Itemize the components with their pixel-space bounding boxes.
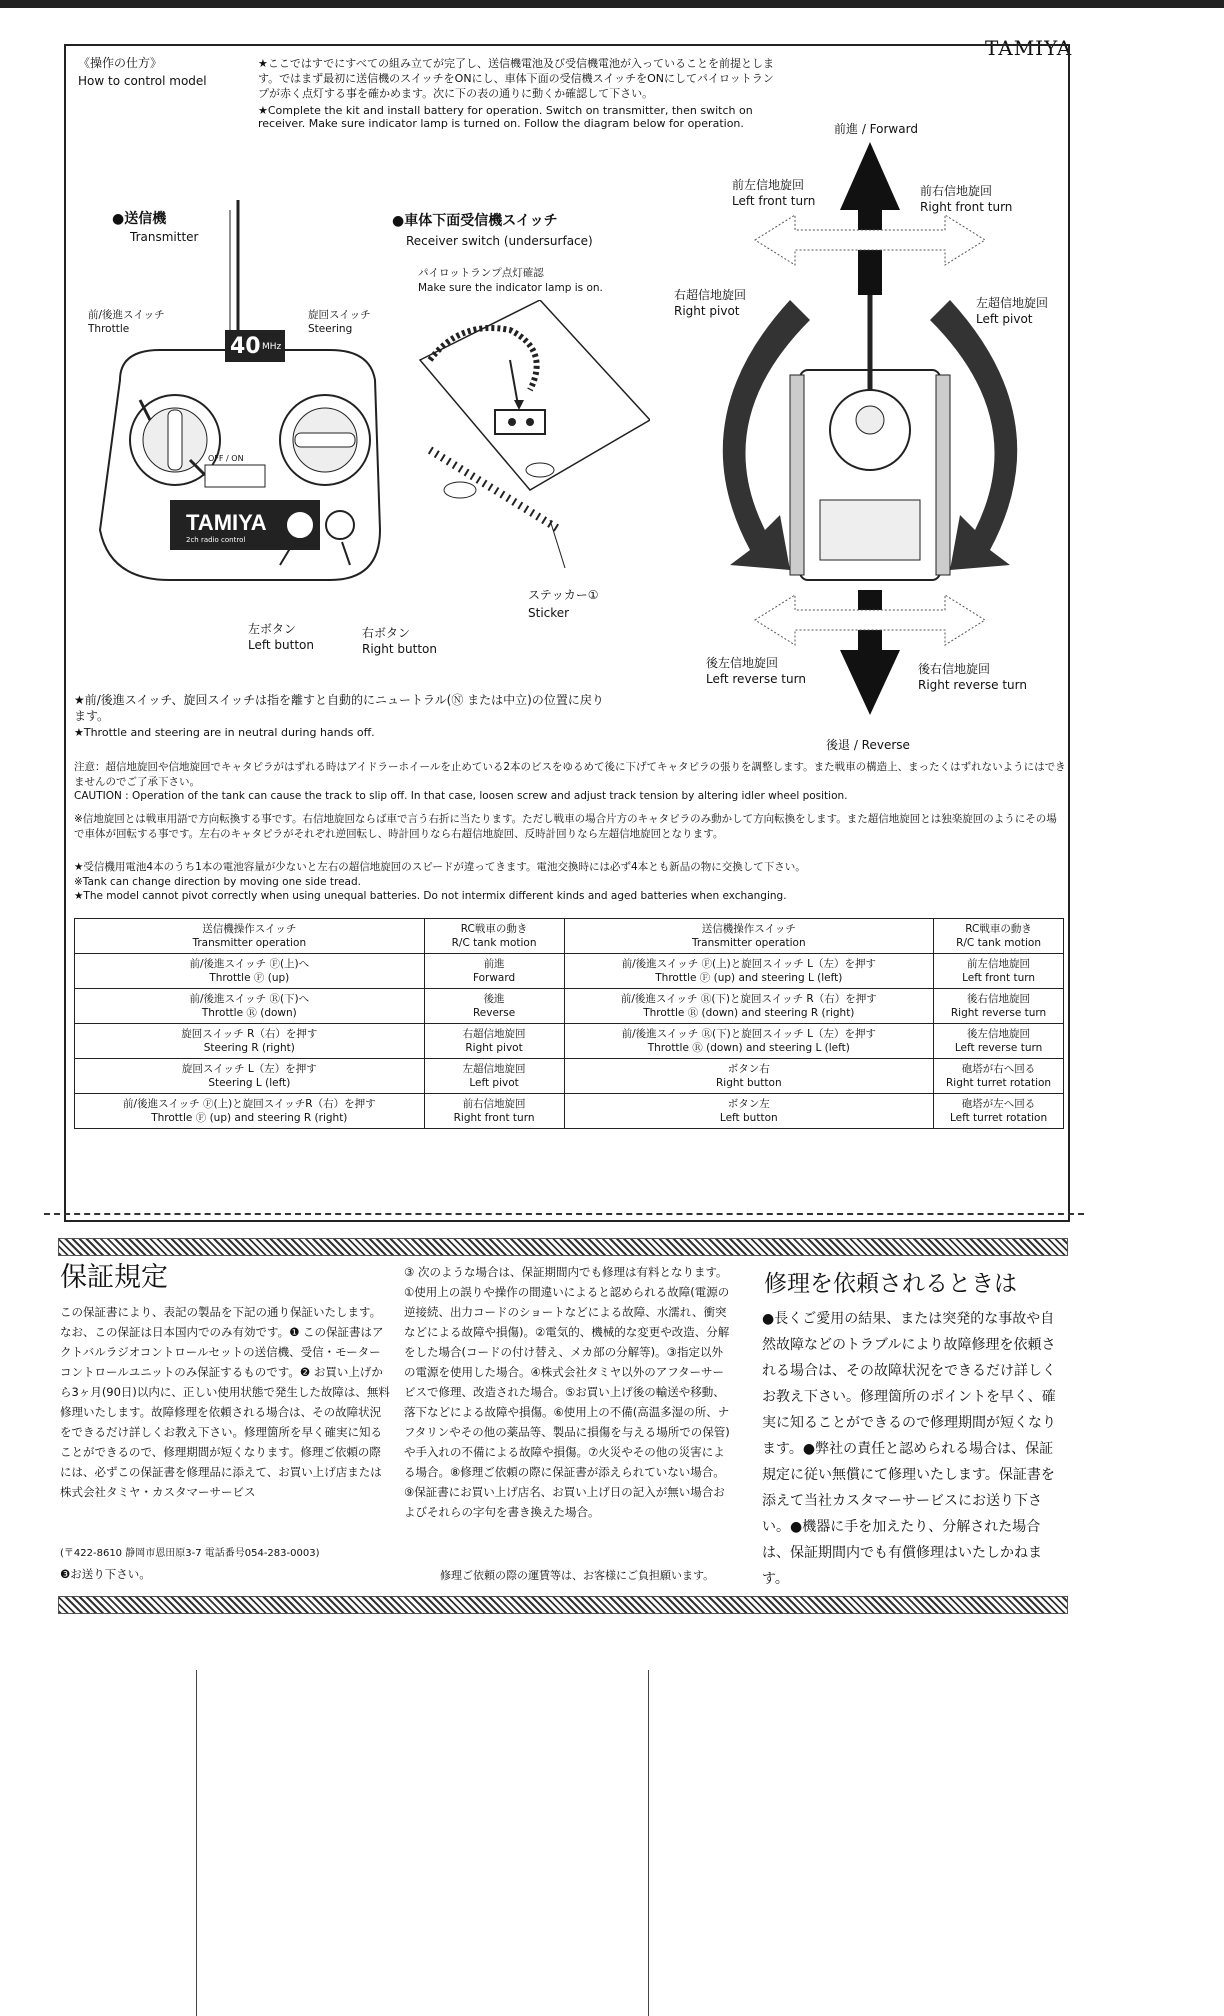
table-row	[75, 954, 1064, 989]
left-pivot-en: Left pivot	[976, 312, 1033, 326]
table-cell-text: Throttle Ⓕ (up) and steering L (left)	[655, 972, 843, 984]
warranty-text-col2: ③ 次のような場合は、保証期間内でも修理は有料となります。①使用上の誤りや操作の間違いによると認められる故障(電源の逆接続、出力コードのショートなどによる故障、水濡れ、衝突などによる故障や損傷)。②電気的、機械的な変更や改造、分解をした場合(コードの付け替え、メカ部の分解等)。③指定以外の電源を使用した場合。④株式会社タミヤ以外のアフターサービスで修理、改造された場合。⑤お買い上げ後の輸送や移動、落下などによる故障や損傷。⑥使用上の不備(高温多湿の所、ナフタリンやその他の薬品等、製品に損傷を与える場所での保管)や手入れの不備による故障や損傷。⑦火災やその他の災害による場合。⑧修理ご依頼の際に保証書が添えられていない場合。⑨保証書にお買い上げ店名、お買い上げ日の記入が無い場合およびそれらの字句を書き換えた場合。	[404, 1265, 730, 1519]
left-reverse-turn-en: Left reverse turn	[706, 672, 806, 686]
table-cell-text: Left button	[719, 1112, 778, 1124]
table-cell-text: Throttle Ⓕ (up) and steering R (right)	[151, 1112, 348, 1124]
table-row	[75, 1094, 1064, 1129]
intro-text-en: ★Complete the kit and install battery for operation. Switch on transmitter, then switch on receiver. Make sure indicator lamp is turned on. Follow the diagram below for operation.	[258, 104, 753, 130]
table-cell-text: ボタン右	[727, 1063, 770, 1075]
table-cell	[934, 1059, 1064, 1094]
fold-line-left	[196, 1670, 197, 2016]
page-top-border	[0, 0, 1224, 8]
table-cell-text: Left pivot	[469, 1077, 519, 1089]
battery-note-en: ★The model cannot pivot correctly when using unequal batteries. Do not intermix different kinds and aged batteries when exchanging.	[74, 890, 787, 902]
table-cell-text: 前/後進スイッチ Ⓕ(上)と旋回スイッチR（右）を押す	[123, 1098, 376, 1110]
reverse-arrow	[840, 590, 900, 715]
receiver-label-en: Receiver switch (undersurface)	[406, 234, 593, 248]
pivot-note-jp: ※信地旋回とは戦車用語で方向転換する事です。右信地旋回ならば車で言う右折に当たります。ただし戦車の場合片方のキャタピラのみ動かして方向転換をします。また超信地旋回とは独楽旋回のようにその場で車体が回転する事です。左右のキャタピラがそれぞれ逆回転し、時計回りなら右超信地旋回、反時計回りなら左超信地旋回となります。	[74, 813, 1057, 840]
transmitter-label-en: Transmitter	[130, 230, 199, 244]
neutral-note-en: ★Throttle and steering are in neutral during hands off.	[74, 726, 375, 739]
right-pivot-en: Right pivot	[674, 304, 740, 318]
table-row	[75, 1024, 1064, 1059]
table-cell	[75, 1059, 425, 1094]
table-cell-text: 右超信地旋回	[462, 1028, 526, 1040]
table-cell	[564, 989, 934, 1024]
warranty-top-pattern	[58, 1238, 1068, 1256]
table-cell-text: Left front turn	[962, 972, 1036, 984]
steering-label-jp: 旋回スイッチ	[308, 309, 371, 321]
table-cell	[564, 919, 934, 954]
table-cell-text: 後右信地旋回	[967, 993, 1031, 1005]
header-op-en: Transmitter operation	[691, 937, 806, 949]
header-motion-en: R/C tank motion	[451, 937, 537, 949]
caution-note-jp: 注意：超信地旋回や信地旋回でキャタピラがはずれる時はアイドラーホイールを止めている2本のビスをゆるめて後に下げてキャタピラの張りを調整します。また戦車の構造上、まったくはずれないようにはできませんのでご了承下さい。	[74, 761, 1066, 788]
table-cell	[424, 919, 564, 954]
table-cell-text: Left turret rotation	[949, 1112, 1048, 1124]
table-cell	[564, 1024, 934, 1059]
warranty-text-col1-end: ❸お送り下さい。	[60, 1567, 151, 1581]
tank-motion-diagram	[660, 120, 1080, 730]
warranty-bottom-pattern	[58, 1596, 1068, 1614]
left-pivot-jp: 左超信地旋回	[976, 296, 1049, 310]
freq-text: 40	[230, 334, 261, 359]
throttle-label-en: Throttle	[88, 323, 130, 335]
table-cell-text: Right reverse turn	[950, 1007, 1047, 1019]
table-cell	[934, 1094, 1064, 1129]
table-cell-text: 前/後進スイッチ Ⓕ(上)と旋回スイッチ L（左）を押す	[621, 958, 876, 970]
table-cell	[75, 1094, 425, 1129]
header-motion-en: R/C tank motion	[956, 937, 1041, 949]
table-cell-text: 後左信地旋回	[967, 1028, 1031, 1040]
section-title-jp: 《操作の仕方》	[78, 56, 163, 70]
table-cell-text: 前右信地旋回	[462, 1098, 526, 1110]
throttle-label-jp: 前/後進スイッチ	[88, 309, 165, 321]
table-cell-text: Right pivot	[465, 1042, 523, 1054]
transmitter-logo: TAMIYA	[186, 510, 267, 535]
table-cell	[564, 954, 934, 989]
repair-title: 修理を依頼されるときは	[764, 1271, 1017, 1297]
transmitter-logo-sub: 2ch radio control	[186, 536, 246, 544]
left-front-turn-en: Left front turn	[732, 194, 816, 208]
left-reverse-turn-jp: 後左信地旋回	[706, 656, 779, 670]
lamp-note-en: Make sure the indicator lamp is on.	[418, 282, 603, 294]
table-cell	[934, 919, 1064, 954]
table-cell-text: Forward	[472, 972, 516, 984]
sticker-label-en: Sticker	[528, 606, 570, 620]
table-cell	[424, 989, 564, 1024]
table-cell	[75, 989, 425, 1024]
forward-label: 前進 / Forward	[834, 122, 918, 136]
table-cell	[75, 954, 425, 989]
table-cell-text: Steering R (right)	[203, 1042, 295, 1054]
table-cell	[424, 1094, 564, 1129]
power-switch-label: OFF / ON	[208, 454, 244, 463]
operation-table	[74, 918, 1064, 1129]
table-cell-text: Throttle Ⓡ (down) and steering R (right)	[643, 1007, 855, 1019]
receiver-label-jp: ●車体下面受信機スイッチ	[392, 213, 558, 229]
battery-note-jp: ★受信機用電池4本のうち1本の電池容量が少ないと左右の超信地旋回のスピードが違ってきます。電池交換時には必ず4本とも新品の物に交換して下さい。	[74, 861, 806, 873]
table-cell	[564, 1094, 934, 1129]
neutral-note-jp: ★前/後進スイッチ、旋回スイッチは指を離すと自動的にニュートラル(Ⓝ または中立)の位置に戻ります。	[74, 693, 604, 723]
repair-text: ●長くご愛用の結果、または突発的な事故や自然故障などのトラブルにより故障修理を依頼される場合は、その故障状況をできるだけ詳しくお教え下さい。修理箇所のポイントを早く、確実に知ることができるので修理期間が短くなります。●弊社の責任と認められる場合は、保証規定に従い無償にて修理いたします。保証書を添えて当社カスタマーサービスにお送り下さい。●機器に手を加えたり、分解された場合は、保証期間内でも有償修理はいたしかねます。	[762, 1311, 1056, 1587]
lamp-note-jp: パイロットランプ点灯確認	[418, 267, 544, 279]
table-cell-text: 後進	[483, 993, 505, 1005]
table-cell-text: Right button	[715, 1077, 782, 1089]
table-cell-text: 旋回スイッチ R（右）を押す	[181, 1028, 318, 1040]
right-pivot-jp: 右超信地旋回	[674, 288, 747, 302]
table-cell	[424, 954, 564, 989]
warranty-text-col1: この保証書により、表記の製品を下記の通り保証いたします。なお、この保証は日本国内でのみ有効です。❶ この保証書はアクトバルラジオコントロールセットの送信機、受信・モーターコントロールユニットのみ保証するものです。❷ お買い上げから3ヶ月(90日)以内に、正しい使用状態で発生した故障は、無料修理いたします。故障修理を依頼される場合は、その故障状況をできるだけ詳しくお教え下さい。修理箇所を早く確実に知ることができるので、修理期間が短くなります。修理ご依頼の際には、必ずこの保証書を修理品に添えて、お買い上げ店または株式会社タミヤ・カスタマーサービス	[60, 1305, 390, 1499]
table-cell-text: 砲塔が左へ回る	[961, 1098, 1036, 1110]
right-reverse-turn-en: Right reverse turn	[918, 678, 1027, 692]
table-cell	[424, 1059, 564, 1094]
table-cell	[934, 989, 1064, 1024]
right-reverse-turn-jp: 後右信地旋回	[918, 662, 991, 676]
warranty-text-col2-end: 修理ご依頼の際の運賃等は、お客様にご負担願います。	[440, 1569, 715, 1582]
left-button-label-en: Left button	[248, 638, 314, 652]
table-cell	[564, 1059, 934, 1094]
table-cell	[934, 1024, 1064, 1059]
table-cell-text: 前/後進スイッチ Ⓕ(上)へ	[189, 958, 310, 970]
table-cell-text: 砲塔が右へ回る	[961, 1063, 1036, 1075]
right-front-turn-en: Right front turn	[920, 200, 1013, 214]
table-cell-text: Reverse	[472, 1007, 516, 1019]
caution-note-en: CAUTION : Operation of the tank can cause the track to slip off. In that case, loosen screw and adjust track tension by altering idler wheel position.	[74, 790, 848, 802]
table-row	[75, 1059, 1064, 1094]
table-cell	[75, 919, 425, 954]
left-button-label-jp: 左ボタン	[248, 622, 297, 636]
reverse-label: 後退 / Reverse	[826, 738, 910, 752]
table-cell	[75, 1024, 425, 1059]
fold-line-right	[648, 1670, 649, 2016]
table-cell-text: Steering L (left)	[208, 1077, 291, 1089]
table-cell-text: 前/後進スイッチ Ⓡ(下)へ	[189, 993, 310, 1005]
forward-arrow	[840, 142, 900, 295]
receiver-drawing	[400, 300, 650, 590]
steering-label-en: Steering	[308, 323, 353, 335]
brand-name: TAMIYA	[985, 36, 1073, 60]
table-cell-text: Right turret rotation	[946, 1077, 1052, 1089]
table-cell-text: 前進	[483, 958, 505, 970]
transmitter-label-jp: ●送信機	[112, 211, 167, 227]
intro-text-jp: ★ここではすでにすべての組み立てが完了し、送信機電池及び受信機電池が入っていることを前提とします。ではまず最初に送信機のスイッチをONにし、車体下面の受信機スイッチをONにしてパイロットランプが赤く点灯する事を確かめます。次に下の表の通りに動くか確認して下さい。	[258, 57, 774, 100]
warranty-title: 保証規定	[60, 1262, 168, 1293]
table-cell	[934, 954, 1064, 989]
section-title-en: How to control model	[78, 74, 207, 88]
right-button-label-en: Right button	[362, 642, 437, 656]
table-cell	[424, 1024, 564, 1059]
cut-line	[44, 1213, 1084, 1215]
header-op-jp: 送信機操作スイッチ	[701, 923, 796, 935]
table-cell-text: Throttle Ⓡ (down)	[201, 1007, 297, 1019]
table-cell-text: ボタン左	[727, 1098, 770, 1110]
left-front-turn-jp: 前左信地旋回	[732, 178, 805, 192]
mhz-text: MHz	[262, 342, 282, 352]
table-cell-text: 左超信地旋回	[462, 1063, 526, 1075]
table-cell-text: 旋回スイッチ L（左）を押す	[181, 1063, 317, 1075]
sticker-label-jp: ステッカー①	[528, 588, 599, 602]
right-button-label-jp: 右ボタン	[362, 626, 411, 640]
tank-direction-note-en: ※Tank can change direction by moving one side tread.	[74, 876, 361, 888]
header-op-jp: 送信機操作スイッチ	[202, 923, 297, 935]
header-motion-jp: RC戦車の動き	[965, 923, 1032, 935]
table-cell-text: Throttle Ⓡ (down) and steering L (left)	[647, 1042, 850, 1054]
table-cell-text: Throttle Ⓕ (up)	[209, 972, 290, 984]
table-row	[75, 989, 1064, 1024]
warranty-address: (〒422-8610 静岡市恩田原3-7 電話番号054-283-0003)	[60, 1548, 320, 1559]
table-cell-text: 前/後進スイッチ Ⓡ(下)と旋回スイッチ L（左）を押す	[621, 1028, 876, 1040]
table-cell-text: 前左信地旋回	[967, 958, 1031, 970]
transmitter-drawing	[80, 200, 410, 620]
table-header-row	[75, 919, 1064, 954]
header-op-en: Transmitter operation	[192, 937, 307, 949]
right-front-turn-jp: 前右信地旋回	[920, 184, 993, 198]
table-cell-text: Left reverse turn	[954, 1042, 1043, 1054]
table-cell-text: 前/後進スイッチ Ⓡ(下)と旋回スイッチ R（右）を押す	[620, 993, 877, 1005]
table-cell-text: Right front turn	[453, 1112, 535, 1124]
header-motion-jp: RC戦車の動き	[460, 923, 528, 935]
